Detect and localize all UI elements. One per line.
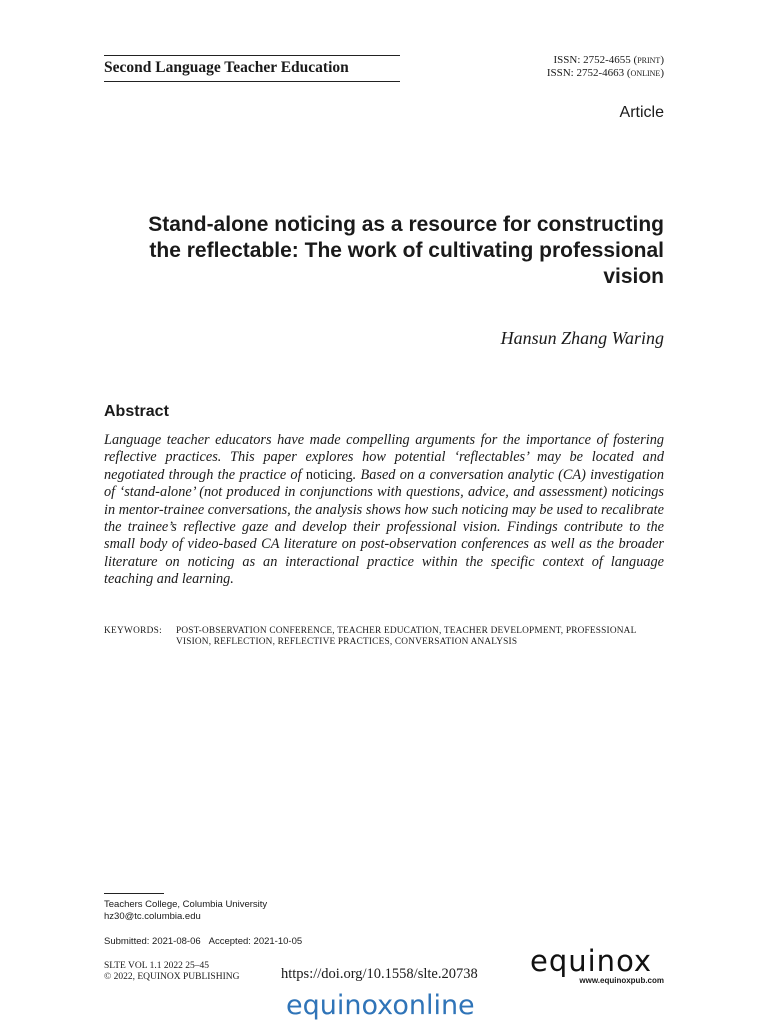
author-affiliation	[104, 899, 267, 922]
abstract-heading: Abstract	[104, 403, 169, 420]
header-rule-bottom	[104, 81, 400, 82]
paper-title: Stand-alone noticing as a resource for constructing the reflectable: The work of cultivating professional vision	[148, 213, 664, 288]
equinoxonline-logo-icon	[286, 990, 482, 1020]
keywords-list: POST-OBSERVATION CONFERENCE, TEACHER EDUCATION, TEACHER DEVELOPMENT, PROFESSIONAL VISION, REFLECTION, REFLECTIVE PRACTICES, CONVERSATION ANALYSIS	[176, 626, 637, 647]
keywords	[104, 626, 664, 647]
copyright-line: © 2022, EQUINOX PUBLISHING	[104, 972, 240, 982]
issn-online: ISSN: 2752-4663 (online)	[546, 67, 664, 79]
submission-dates	[104, 936, 302, 947]
journal-header	[104, 55, 400, 82]
equinox-logo-icon	[530, 947, 666, 977]
abstract-text: Language teacher educators have made compelling arguments for the importance of fostering reflective practices. This paper explores how potential ‘reflectables’ may be located and negotiated through the practice of noticing. Based on a conversation analytic (CA) investigation of ‘stand-alone’ (not produced in conjunctions with questions, advice, and assessment) noticings in mentor-trainee conversations, the analysis shows how such noticing may be used to recalibrate the trainee’s reflective gaze and develop their professional vision. Findings contribute to the small body of video-based CA literature on post-observation conferences as well as the broader literature on noticing as an interactional practice within the specific context of language teaching and learning.	[104, 432, 664, 588]
doi-link[interactable]: https://doi.org/10.1558/slte.20738	[281, 966, 478, 982]
submitted-date: Submitted: 2021-08-06	[104, 936, 201, 947]
issn-print: ISSN: 2752-4655 (print)	[553, 54, 664, 66]
author-name: Hansun Zhang Waring	[500, 328, 664, 348]
accepted-date: Accepted: 2021-10-05	[208, 936, 303, 947]
volume-info	[104, 961, 239, 983]
journal-title: Second Language Teacher Education	[104, 59, 349, 76]
issn-block	[547, 54, 664, 80]
footnote-rule	[104, 893, 164, 894]
svg-text:equinox: equinox	[530, 947, 653, 977]
author-email[interactable]: hz30@tc.columbia.edu	[104, 910, 201, 922]
keywords-label: KEYWORDS:	[104, 626, 162, 636]
svg-text:equinoxonline: equinoxonline	[286, 990, 475, 1020]
volume-line: SLTE VOL 1.1 2022 25–45	[104, 961, 209, 971]
publisher-url[interactable]: www.equinoxpub.com	[579, 976, 664, 985]
article-type: Article	[619, 104, 664, 121]
affiliation: Teachers College, Columbia University	[104, 899, 268, 910]
